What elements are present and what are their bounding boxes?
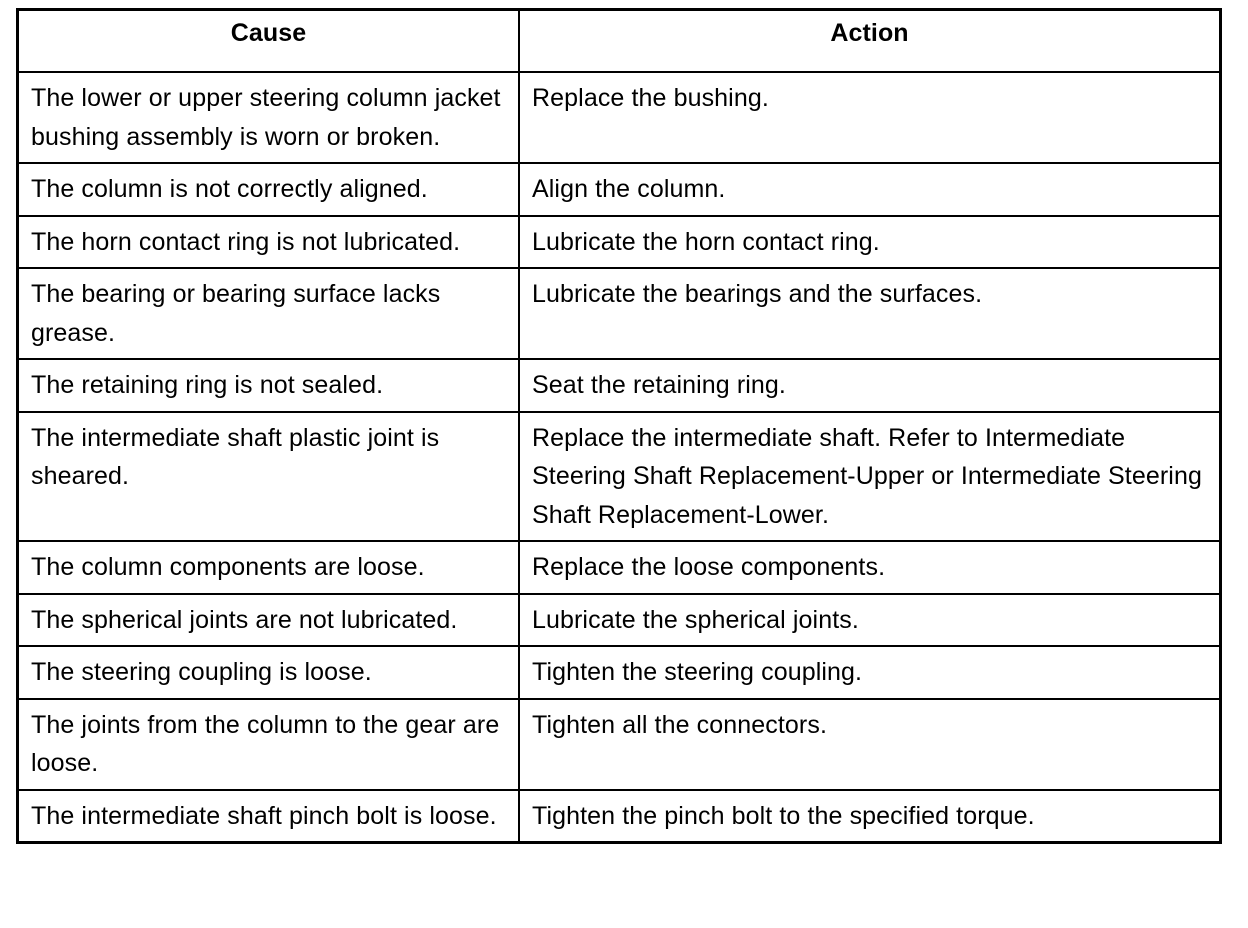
table-header bbox=[19, 11, 1219, 72]
cause-cell: The column components are loose. bbox=[19, 541, 519, 594]
cause-cell: The lower or upper steering column jacket bushing assembly is worn or broken. bbox=[19, 72, 519, 163]
table-row bbox=[19, 412, 1219, 542]
table-row bbox=[19, 268, 1219, 359]
cause-cell: The joints from the column to the gear are loose. bbox=[19, 699, 519, 790]
action-cell: Seat the retaining ring. bbox=[519, 359, 1219, 412]
cause-cell: The intermediate shaft pinch bolt is loose. bbox=[19, 790, 519, 842]
table-row bbox=[19, 163, 1219, 216]
action-cell: Lubricate the horn contact ring. bbox=[519, 216, 1219, 269]
table-row bbox=[19, 541, 1219, 594]
table-row bbox=[19, 216, 1219, 269]
table-row bbox=[19, 646, 1219, 699]
action-cell: Tighten the steering coupling. bbox=[519, 646, 1219, 699]
table-row bbox=[19, 359, 1219, 412]
action-cell: Tighten all the connectors. bbox=[519, 699, 1219, 790]
cause-cell: The column is not correctly aligned. bbox=[19, 163, 519, 216]
header-cause: Cause bbox=[19, 11, 519, 72]
action-cell: Lubricate the spherical joints. bbox=[519, 594, 1219, 647]
action-cell: Tighten the pinch bolt to the specified torque. bbox=[519, 790, 1219, 842]
table-row bbox=[19, 790, 1219, 842]
action-cell: Lubricate the bearings and the surfaces. bbox=[519, 268, 1219, 359]
cause-cell: The intermediate shaft plastic joint is sheared. bbox=[19, 412, 519, 542]
cause-cell: The spherical joints are not lubricated. bbox=[19, 594, 519, 647]
cause-cell: The horn contact ring is not lubricated. bbox=[19, 216, 519, 269]
diagnostic-table-frame bbox=[16, 8, 1222, 844]
action-cell: Align the column. bbox=[519, 163, 1219, 216]
cause-cell: The retaining ring is not sealed. bbox=[19, 359, 519, 412]
action-cell: Replace the bushing. bbox=[519, 72, 1219, 163]
table-body bbox=[19, 72, 1219, 841]
header-action: Action bbox=[519, 11, 1219, 72]
table-row bbox=[19, 594, 1219, 647]
table-row bbox=[19, 72, 1219, 163]
header-row bbox=[19, 11, 1219, 72]
cause-cell: The steering coupling is loose. bbox=[19, 646, 519, 699]
table-row bbox=[19, 699, 1219, 790]
action-cell: Replace the loose components. bbox=[519, 541, 1219, 594]
cause-action-table bbox=[19, 11, 1219, 841]
cause-cell: The bearing or bearing surface lacks grease. bbox=[19, 268, 519, 359]
action-cell: Replace the intermediate shaft. Refer to Intermediate Steering Shaft Replacement-Upper or Intermediate Steering Shaft Replacement-Lower. bbox=[519, 412, 1219, 542]
